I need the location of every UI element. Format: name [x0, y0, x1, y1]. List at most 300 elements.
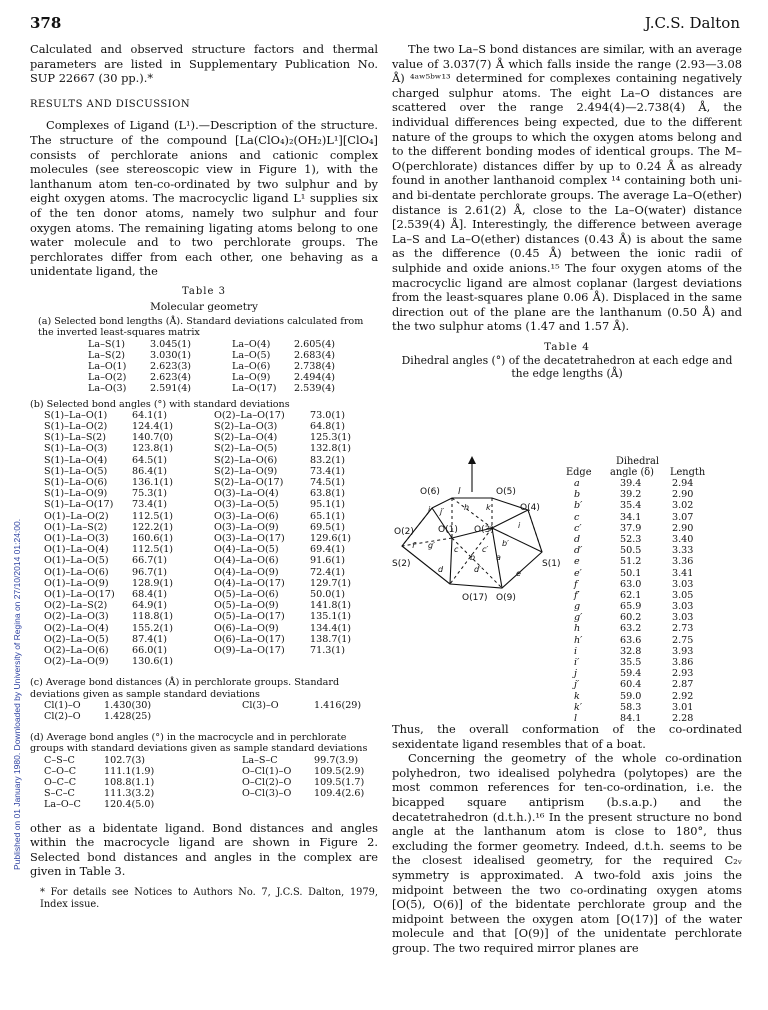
- table-cell: 2.87: [672, 679, 694, 691]
- table-row: [556, 702, 746, 713]
- table-cell: 66.7(1): [132, 555, 167, 567]
- table-cell: 135.1(1): [310, 611, 352, 623]
- table-row: [556, 635, 746, 646]
- table-cell: 111.3(3.2): [104, 788, 155, 800]
- table-cell: La–O–C: [44, 799, 81, 811]
- label-o9: O(9): [496, 593, 516, 603]
- table-cell: S–C–C: [44, 788, 75, 800]
- table-cell: d′: [574, 545, 583, 557]
- table-row: [556, 679, 746, 690]
- table-cell: 109.5(2.9): [314, 765, 365, 777]
- table-cell: 34.1: [620, 511, 642, 523]
- table-cell: 35.5: [620, 657, 642, 668]
- paragraph-structure: Complexes of Ligand (L¹).—Description of the structure. The structure of the compound [La(ClO₄)₂(OH₂)L¹][ClO₄] consists of perchlorate anions and cationic complex molecules (see stereoscopic view in Figure 1), with the lanthanum atom ten-co-ordinated by two sulphur and by eight oxygen atoms. The macrocyclic ligand L¹ supplies six of the ten donor atoms, namely two sulphur and four oxygen atoms. The remaining ligating atoms belong to one water molecule and to two perchlorate groups. The perchlorates differ from each other, one behaving as a unidentate ligand, the: [30, 118, 378, 279]
- table3d: [44, 755, 378, 811]
- table-cell: [242, 799, 314, 810]
- table-cell: 99.7(3.9): [314, 754, 359, 766]
- label-o6: O(6): [420, 487, 440, 497]
- table-cell: f′: [574, 589, 580, 601]
- table4-title: Table 4: [544, 340, 590, 353]
- table-cell: 3.045(1): [150, 338, 192, 350]
- label-s1: S(1): [542, 559, 561, 569]
- edge-fp: f′: [412, 541, 417, 550]
- table-cell: 1.428(25): [104, 711, 152, 722]
- table-row: [556, 646, 746, 657]
- table-row: [44, 544, 374, 555]
- table-cell: S(2)–La–O(6): [214, 454, 278, 466]
- table-cell: 83.2(1): [310, 454, 345, 466]
- table-cell: La–O(9): [232, 372, 271, 384]
- table-cell: 124.4(1): [132, 420, 174, 432]
- table-cell: 91.6(1): [310, 555, 345, 567]
- table-row: [44, 555, 374, 566]
- table-row: [44, 777, 378, 788]
- table-cell: 2.90: [672, 522, 694, 534]
- table-cell: 63.6: [620, 634, 642, 646]
- table-row: [44, 488, 374, 499]
- edge-jp: j′: [440, 507, 445, 516]
- t4-head-angle: angle (δ): [610, 467, 655, 478]
- table-cell: [314, 799, 378, 810]
- edge-ep: e′: [516, 569, 523, 578]
- table-cell: 102.7(3): [104, 754, 146, 766]
- table-row: [44, 578, 374, 589]
- table-cell: 59.4: [620, 668, 642, 680]
- table-cell: 39.4: [620, 478, 642, 489]
- table-cell: 108.8(1.1): [104, 777, 155, 789]
- table-cell: 63.8(1): [310, 488, 345, 500]
- edge-a: a: [496, 553, 501, 562]
- table-cell: [242, 711, 314, 722]
- table-cell: e′: [574, 567, 582, 579]
- table-cell: 2.90: [672, 489, 694, 501]
- table-row: [556, 623, 746, 634]
- table-cell: 128.9(1): [132, 577, 174, 589]
- journal-name: J.C.S. Dalton: [644, 14, 740, 32]
- table-cell: 59.0: [620, 690, 642, 702]
- table-row: [44, 623, 374, 634]
- table-row: [44, 755, 378, 766]
- table-cell: La–O(5): [232, 349, 271, 361]
- table-row: [44, 589, 374, 600]
- table-cell: 95.1(1): [310, 499, 345, 511]
- edge-gp: g′: [428, 541, 435, 550]
- table-cell: 2.539(4): [294, 383, 336, 395]
- edge-bp: b′: [502, 539, 509, 548]
- table-cell: 62.1: [620, 589, 642, 601]
- table-row: [44, 600, 374, 611]
- table-row: [556, 668, 746, 679]
- table-cell: 130.6(1): [132, 656, 174, 668]
- table-cell: 84.1: [620, 712, 642, 724]
- table-cell: O(1)–La–S(2): [44, 521, 108, 533]
- table-cell: d: [574, 533, 581, 545]
- edge-i: i: [518, 521, 521, 530]
- table-cell: h′: [574, 634, 583, 646]
- table-cell: 141.8(1): [310, 600, 352, 612]
- table-cell: O(2)–La–O(9): [44, 656, 109, 668]
- table-cell: 3.05: [672, 589, 694, 601]
- table3d-caption: (d) Average bond angles (°) in the macrocycle and in perchlorate groups with standard deviations given as sample standard deviations: [30, 732, 368, 755]
- table-cell: [314, 711, 378, 722]
- table3a-caption: (a) Selected bond lengths (Å). Standard deviations calculated from the inverted least-squares matrix: [38, 316, 364, 339]
- table-cell: S(2)–La–O(4): [214, 432, 278, 444]
- table-cell: 69.4(1): [310, 544, 345, 556]
- table-row: [88, 350, 358, 361]
- paragraph-bond-distances: The two La–S bond distances are similar, with an average value of 3.037(7) Å which falls inside the range (2.93—3.08 Å) ⁴ᵃʷ⁵ᵇʷ¹³ determined for complexes containing negatively charged sulphur atoms. The eight La–O distances are scattered over the range 2.494(4)—2.738(4) Å, the individual differences being expected, due to the different nature of the groups to which the oxygen atoms belong and to the different bonding modes of identical groups. The M–O(perchlorate) distances differ by up to 0.24 Å as already found in another lanthanoid complex ¹⁴ containing both uni- and bi-dentate perchlorate groups. The average La–O(ether) distance is 2.61(2) Å, close to the La–O(water) distance [2.539(4) Å]. Interestingly, the difference between average La–S and La–O(ether) distances (0.43 Å) is about the same as the difference (0.45 Å) between the ionic radii of sulphide and oxide anions.¹⁵ The four oxygen atoms of the macrocyclic ligand are almost coplanar (largest deviations from the least-squares plane 0.06 Å). Displaced in the same direction out of the plane are the lanthanum (0.50 Å) and the two sulphur atoms (1.47 and 1.57 Å).: [392, 42, 742, 334]
- table-row: [44, 477, 374, 488]
- table-cell: 3.03: [672, 601, 694, 613]
- table-cell: 2.73: [672, 623, 694, 635]
- table-cell: O(2)–La–O(5): [44, 633, 109, 645]
- table4: [556, 456, 746, 724]
- table-cell: 64.9(1): [132, 600, 167, 612]
- table-cell: C–O–C: [44, 765, 77, 777]
- table-cell: 73.4(1): [132, 499, 167, 511]
- table-cell: 39.2: [620, 489, 642, 501]
- table-row: [556, 579, 746, 590]
- edge-k: k: [486, 503, 491, 512]
- table-cell: 63.0: [620, 578, 642, 590]
- table-cell: 112.5(1): [132, 544, 174, 556]
- table-cell: 125.3(1): [310, 432, 352, 444]
- table-cell: 58.3: [620, 701, 642, 713]
- table-cell: 50.5: [620, 545, 642, 557]
- table-cell: 134.4(1): [310, 622, 352, 634]
- label-o5: O(5): [496, 487, 516, 497]
- table-row: [44, 421, 374, 432]
- table-cell: La–O(1): [88, 360, 127, 372]
- table-cell: S(1)–La–O(2): [44, 420, 108, 432]
- table-row: [556, 612, 746, 623]
- table-cell: O(3)–La–O(9): [214, 521, 279, 533]
- table-cell: 160.6(1): [132, 532, 174, 544]
- table-row: [556, 657, 746, 668]
- table-cell: S(1)–La–S(2): [44, 432, 107, 444]
- table-cell: 35.4: [620, 500, 642, 512]
- table-cell: 132.8(1): [310, 443, 352, 455]
- table-cell: S(2)–La–O(17): [214, 476, 284, 488]
- table3b-caption: (b) Selected bond angles (°) with standard deviations: [30, 398, 290, 410]
- table-cell: i′: [574, 657, 580, 668]
- table-cell: g: [574, 601, 581, 613]
- table-cell: 120.4(5.0): [104, 799, 155, 811]
- table-cell: O(4)–La–O(17): [214, 577, 285, 589]
- table-cell: S(2)–La–O(9): [214, 465, 278, 477]
- edge-cp: c′: [482, 545, 489, 554]
- table-cell: S(1)–La–O(3): [44, 443, 108, 455]
- table-cell: S(1)–La–O(1): [44, 409, 108, 421]
- table-cell: 2.683(4): [294, 349, 336, 361]
- table-cell: 3.36: [672, 556, 694, 568]
- table-cell: O(2)–La–O(6): [44, 644, 109, 656]
- table-cell: 3.33: [672, 545, 694, 557]
- table-cell: 64.5(1): [132, 454, 167, 466]
- supplementary-note: Calculated and observed structure factors and thermal parameters are listed in Supplementary Publication No. SUP 22667 (30 pp.).*: [30, 42, 378, 86]
- table-cell: La–S(2): [88, 349, 126, 361]
- table-cell: La–O(17): [232, 383, 277, 395]
- table-cell: 3.03: [672, 612, 694, 624]
- table-cell: O(5)–La–O(9): [214, 600, 279, 612]
- left-column: [30, 42, 378, 911]
- table-cell: O(1)–La–O(9): [44, 577, 109, 589]
- table-cell: 69.5(1): [310, 521, 345, 533]
- table-cell: b′: [574, 500, 583, 512]
- table-cell: O(6)–La–O(9): [214, 622, 279, 634]
- table-cell: 60.4: [620, 679, 642, 691]
- table-cell: 73.0(1): [310, 409, 345, 421]
- table-cell: O(1)–La–O(4): [44, 544, 109, 556]
- table-cell: 96.7(1): [132, 566, 167, 578]
- table-cell: 1.416(29): [314, 699, 362, 711]
- table-cell: 2.605(4): [294, 338, 336, 350]
- download-watermark: [2, 110, 22, 1010]
- table-cell: S(1)–La–O(4): [44, 454, 108, 466]
- table-cell: O(2)–La–O(3): [44, 611, 109, 623]
- table-cell: 136.1(1): [132, 476, 174, 488]
- label-o17: O(17): [462, 593, 488, 603]
- paragraph-conformation: Thus, the overall conformation of the co-ordinated sexidentate ligand resembles that of a boat.: [392, 722, 742, 751]
- table-cell: 3.07: [672, 511, 694, 523]
- table-cell: S(1)–La–O(5): [44, 465, 108, 477]
- table-row: [44, 656, 374, 667]
- table-cell: 140.7(0): [132, 432, 174, 444]
- table-cell: 71.3(1): [310, 644, 345, 656]
- table3-title: Table 3: [182, 285, 226, 297]
- table-cell: O–Cl(2)–O: [242, 777, 292, 789]
- table-cell: 2.623(3): [150, 360, 192, 372]
- table-cell: 3.40: [672, 533, 694, 545]
- table-row: [88, 383, 358, 394]
- table-cell: S(1)–La–O(17): [44, 499, 114, 511]
- table-cell: O–Cl(1)–O: [242, 765, 292, 777]
- decatetrahedron-figure: [392, 448, 562, 608]
- table-row: [556, 523, 746, 534]
- footnote: * For details see Notices to Authors No. 7, J.C.S. Dalton, 1979, Index issue.: [40, 887, 378, 910]
- table-cell: 72.4(1): [310, 566, 345, 578]
- table-cell: g′: [574, 612, 583, 624]
- table-row: [44, 799, 378, 810]
- table-cell: c: [574, 511, 580, 523]
- table-row: [44, 522, 374, 533]
- table-row: [88, 339, 358, 350]
- table-cell: La–O(3): [88, 383, 127, 395]
- table-cell: O(2)–La–S(2): [44, 600, 108, 612]
- table-cell: O(3)–La–O(6): [214, 510, 279, 522]
- table-cell: O(5)–La–O(17): [214, 611, 285, 623]
- table-cell: k′: [574, 701, 582, 713]
- table-cell: 52.3: [620, 533, 642, 545]
- table-cell: O(9)–La–O(17): [214, 644, 285, 656]
- t4-head-edge: Edge: [566, 467, 592, 478]
- table-row: [88, 361, 358, 372]
- table-cell: Cl(1)–O: [44, 699, 81, 711]
- edge-d: d: [438, 565, 444, 574]
- table-cell: j′: [574, 679, 580, 691]
- table-cell: 109.4(2.6): [314, 788, 365, 800]
- table-cell: O(2)–La–O(17): [214, 409, 285, 421]
- table-cell: 37.9: [620, 522, 642, 534]
- table-row: [44, 766, 378, 777]
- table-row: [44, 634, 374, 645]
- table-cell: La–O(2): [88, 372, 127, 384]
- table-cell: 2.92: [672, 690, 694, 702]
- table-cell: 66.0(1): [132, 644, 167, 656]
- table-cell: O(3)–La–O(5): [214, 499, 279, 511]
- table3c: [44, 700, 378, 722]
- edge-b: b: [470, 553, 476, 562]
- table-cell: 2.75: [672, 634, 694, 646]
- table-cell: La–O(4): [232, 338, 271, 350]
- table-cell: 3.41: [672, 567, 694, 579]
- table-row: [44, 700, 378, 711]
- table-row: [44, 443, 374, 454]
- table-cell: 129.6(1): [310, 532, 352, 544]
- table-cell: e: [574, 556, 580, 568]
- label-o4: O(4): [520, 503, 540, 513]
- table-cell: 2.623(4): [150, 372, 192, 384]
- table3c-caption: (c) Average bond distances (Å) in perchlorate groups. Standard deviations given as sample standard deviations: [30, 677, 340, 700]
- table-cell: 75.3(1): [132, 488, 167, 500]
- table-row: [556, 478, 746, 489]
- table-row: [556, 534, 746, 545]
- table-cell: 111.1(1.9): [104, 765, 155, 777]
- table-cell: c′: [574, 522, 582, 534]
- table-cell: 64.8(1): [310, 420, 345, 432]
- table-cell: 138.7(1): [310, 633, 352, 645]
- table-cell: 3.03: [672, 578, 694, 590]
- table-cell: l: [574, 712, 578, 724]
- table-cell: [214, 656, 310, 667]
- table-row: [556, 489, 746, 500]
- table-row: [44, 410, 374, 421]
- table-row: [556, 590, 746, 601]
- table-cell: La–O(6): [232, 360, 271, 372]
- table-cell: 118.8(1): [132, 611, 174, 623]
- table-row: [44, 611, 374, 622]
- table-cell: 64.1(1): [132, 409, 167, 421]
- table-cell: O(1)–La–O(2): [44, 510, 109, 522]
- table-cell: 155.2(1): [132, 622, 174, 634]
- table-cell: 109.5(1.7): [314, 777, 365, 789]
- table-cell: O(4)–La–O(5): [214, 544, 279, 556]
- table-cell: 3.01: [672, 701, 694, 713]
- label-o3: O(3): [474, 525, 494, 535]
- table-cell: 3.93: [672, 645, 694, 657]
- table-cell: O–C–C: [44, 777, 77, 789]
- table-cell: j: [574, 668, 577, 680]
- table-cell: 2.494(4): [294, 372, 336, 384]
- table-cell: 51.2: [620, 556, 642, 568]
- table-cell: S(1)–La–O(6): [44, 476, 108, 488]
- table-cell: 65.1(1): [310, 510, 345, 522]
- table-cell: 63.2: [620, 623, 642, 635]
- table-cell: h: [574, 623, 581, 635]
- table-cell: 32.8: [620, 645, 642, 657]
- table-row: [44, 455, 374, 466]
- table-row: [44, 567, 374, 578]
- table-cell: 87.4(1): [132, 633, 167, 645]
- table-cell: 3.86: [672, 657, 694, 668]
- table-row: [556, 512, 746, 523]
- table-cell: b: [574, 489, 581, 501]
- table-cell: O–Cl(3)–O: [242, 788, 292, 800]
- table-row: [88, 372, 358, 383]
- table3a: [88, 339, 358, 395]
- label-o2: O(2): [394, 527, 414, 537]
- table-cell: i: [574, 645, 578, 657]
- t4-head-length: Length: [670, 467, 706, 478]
- table-row: [44, 511, 374, 522]
- table-cell: 2.591(4): [150, 383, 192, 395]
- table-cell: 50.0(1): [310, 588, 345, 600]
- right-column-lower: [392, 722, 742, 956]
- watermark-text: Published on 01 January 1980. Downloaded by University of Regina on 27/10/2014 01:24:00.: [12, 518, 22, 870]
- table4-caption: Dihedral angles (°) of the decatetrahedron at each edge and the edge lengths (Å): [401, 354, 733, 381]
- table-row: [44, 645, 374, 656]
- table-cell: La–S(1): [88, 338, 126, 350]
- table-cell: Cl(2)–O: [44, 711, 81, 722]
- table-row: [44, 788, 378, 799]
- table-row: [44, 466, 374, 477]
- table-row: [44, 432, 374, 443]
- table-cell: O(3)–La–O(17): [214, 532, 285, 544]
- table-cell: C–S–C: [44, 754, 75, 766]
- table-cell: O(2)–La–O(4): [44, 622, 109, 634]
- table-cell: 50.1: [620, 567, 642, 579]
- table-row: [44, 711, 378, 722]
- table-cell: 123.8(1): [132, 443, 174, 455]
- table3-subtitle: Molecular geometry: [150, 300, 258, 313]
- table-cell: Cl(3)–O: [242, 699, 279, 711]
- table-cell: 2.94: [672, 478, 694, 489]
- table-row: [556, 601, 746, 612]
- table-cell: O(6)–La–O(17): [214, 633, 285, 645]
- edge-h: h: [464, 503, 470, 512]
- t4-head-dihedral: Dihedral: [616, 456, 660, 467]
- table-cell: 3.030(1): [150, 349, 192, 361]
- table-cell: O(1)–La–O(17): [44, 588, 115, 600]
- table-cell: 122.2(1): [132, 521, 174, 533]
- edge-dp: d′: [474, 565, 481, 574]
- table-cell: O(1)–La–O(3): [44, 532, 109, 544]
- paragraph-continued: other as a bidentate ligand. Bond distances and angles within the macrocycle ligand are shown in Figure 2. Selected bond distances and angles in the complex are given in Table 3.: [30, 820, 378, 879]
- right-column: [392, 42, 742, 380]
- table-cell: 112.5(1): [132, 510, 174, 522]
- table-cell: S(2)–La–O(3): [214, 420, 278, 432]
- paragraph-geometry: Concerning the geometry of the whole co-ordination polyhedron, two idealised polyhedra (polytopes) are the most common references for ten-co-ordination, i.e. the bicapped square antiprism (b.s.a.p.) and the decatetrahedron (d.t.h.).¹⁶ In the present structure no bond angle at the lanthanum atom is close to 180°, thus excluding the former geometry. Indeed, d.t.h. seems to be the closest idealised geometry, for the required C₂ᵥ symmetry is approximated. A two-fold axis joins the midpoint between the two co-ordinating oxygen atoms [O(5), O(6)] of the bidentate perchlorate group and the midpoint between the oxygen atom [O(17)] of the water molecule and that [O(9)] of the unidentate perchlorate group. The two required mirror planes are: [392, 751, 742, 955]
- table-cell: 86.4(1): [132, 465, 167, 477]
- table-cell: 2.738(4): [294, 360, 336, 372]
- section-heading: RESULTS AND DISCUSSION: [30, 98, 191, 110]
- table-cell: 65.9: [620, 601, 642, 613]
- table-cell: f: [574, 578, 578, 590]
- label-o1: O(1): [438, 525, 458, 535]
- table-cell: 74.5(1): [310, 476, 345, 488]
- label-s2: S(2): [392, 559, 411, 569]
- table-cell: O(1)–La–O(6): [44, 566, 109, 578]
- edge-c: c: [454, 545, 459, 554]
- table-row: [556, 545, 746, 556]
- table-row: [44, 499, 374, 510]
- table-cell: O(5)–La–O(6): [214, 588, 279, 600]
- table-cell: [310, 656, 374, 667]
- table-row: [556, 691, 746, 702]
- table-cell: 2.93: [672, 668, 694, 680]
- table-cell: S(2)–La–O(5): [214, 443, 278, 455]
- table-cell: 60.2: [620, 612, 642, 624]
- table-cell: S(1)–La–O(9): [44, 488, 108, 500]
